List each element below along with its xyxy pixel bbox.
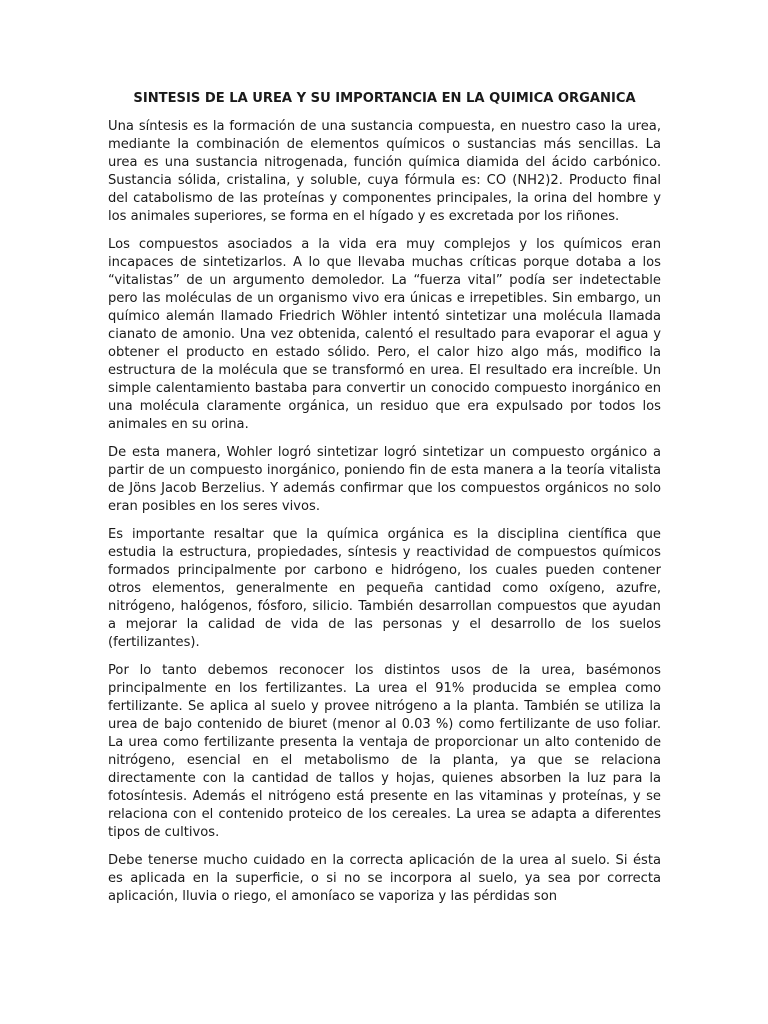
paragraph-vitalism: De esta manera, Wohler logró sintetizar logró sintetizar un compuesto orgánico a partir de un compuesto inorgánico, poniendo fin de esta manera a la teoría vitalista de Jöns Jacob Berzelius. Y además confirmar que los compuestos orgánicos no solo eran posibles en los seres vivos. xyxy=(108,445,661,514)
paragraph-organic-chemistry: Es importante resaltar que la química orgánica es la disciplina científica que estudia la estructura, propiedades, síntesis y reactividad de compuestos químicos formados principalmente por carbono e hidrógeno, los cuales pueden contener otros elementos, generalmente en pequeña cantidad como oxígeno, azufre, nitrógeno, halógenos, fósforo, silicio. También desarrollan compuestos que ayudan a mejorar la calidad de vida de las personas y el desarrollo de los suelos (fertilizantes). xyxy=(108,527,661,650)
paragraph-fertilizer-uses: Por lo tanto debemos reconocer los distintos usos de la urea, basémonos principalmente en los fertilizantes. La urea el 91% producida se emplea como fertilizante. Se aplica al suelo y provee nitrógeno a la planta. También se utiliza la urea de bajo contenido de biuret (menor al 0.03 %) como fertilizante de uso foliar. La urea como fertilizante presenta la ventaja de proporcionar un alto contenido de nitrógeno, esencial en el metabolismo de la planta, ya que se relaciona directamente con la cantidad de tallos y hojas, quienes absorben la luz para la fotosíntesis. Además el nitrógeno está presente en las vitaminas y proteínas, y se relaciona con el contenido proteico de los cereales. La urea se adapta a diferentes tipos de cultivos. xyxy=(108,663,661,840)
paragraph-application-care: Debe tenerse mucho cuidado en la correcta aplicación de la urea al suelo. Si ésta es aplicada en la superficie, o si no se incorpora al suelo, ya sea por correcta aplicación, lluvia o riego, el amoníaco se vaporiza y las pérdidas son xyxy=(108,853,661,904)
paragraph-wohler-history: Los compuestos asociados a la vida era muy complejos y los químicos eran incapaces de sintetizarlos. A lo que llevaba muchas críticas porque dotaba a los “vitalistas” de un argumento demoledor. La “fuerza vital” podía ser indetectable pero las moléculas de un organismo vivo era únicas e irrepetibles. Sin embargo, un químico alemán llamado Friedrich Wöhler intentó sintetizar una molécula llamada cianato de amonio. Una vez obtenida, calentó el resultado para evaporar el agua y obtener el producto en estado sólido. Pero, el calor hizo algo más, modifico la estructura de la molécula que se transformó en urea. El resultado era increíble. Un simple calentamiento bastaba para convertir un conocido compuesto inorgánico en una molécula claramente orgánica, un residuo que era expulsado por todos los animales en su orina. xyxy=(108,237,661,432)
paragraph-definition: Una síntesis es la formación de una sustancia compuesta, en nuestro caso la urea, mediante la combinación de elementos químicos o sustancias más sencillas. La urea es una sustancia nitrogenada, función química diamida del ácido carbónico. Sustancia sólida, cristalina, y soluble, cuya fórmula es: CO (NH2)2. Producto final del catabolismo de las proteínas y componentes principales, la orina del hombre y los animales superiores, se forma en el hígado y es excretada por los riñones. xyxy=(108,119,661,224)
document-title: SINTESIS DE LA UREA Y SU IMPORTANCIA EN LA QUIMICA ORGANICA xyxy=(133,91,636,106)
document-page xyxy=(108,90,661,916)
